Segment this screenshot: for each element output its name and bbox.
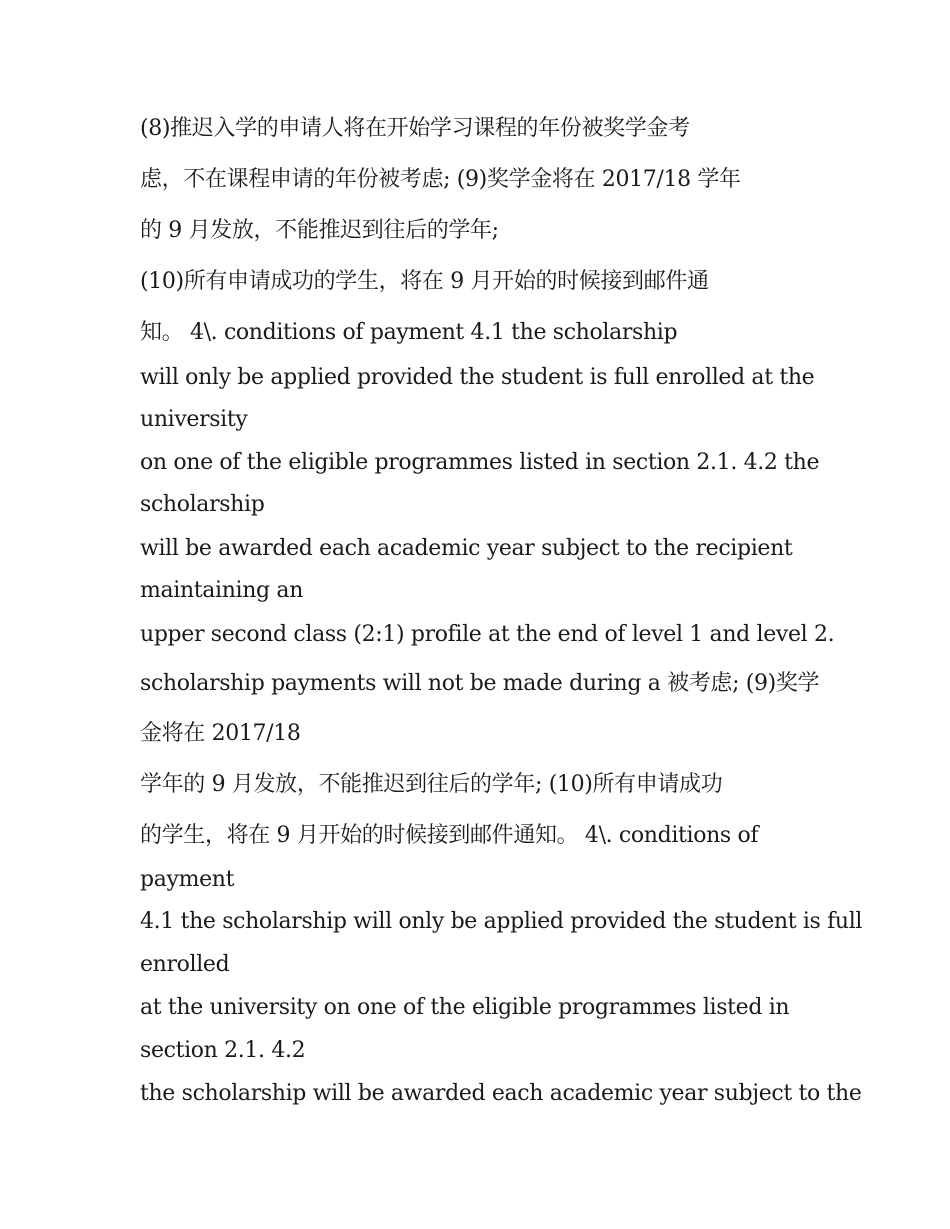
text-line: 金将在 2017/18 bbox=[140, 721, 301, 746]
text-line: 4.1 the scholarship will only be applied provided the student is full bbox=[140, 909, 863, 934]
text-line: university bbox=[140, 407, 248, 432]
text-line: 知。 4\. conditions of payment 4.1 the scholarship bbox=[140, 320, 678, 345]
text-line: on one of the eligible programmes listed in section 2.1. 4.2 the bbox=[140, 450, 820, 475]
text-line: scholarship payments will not be made during a 被考虑; (9)奖学 bbox=[140, 671, 820, 696]
text-line: 的学生，将在 9 月开始的时候接到邮件通知。 4\. conditions of bbox=[140, 823, 759, 848]
text-line: 虑，不在课程申请的年份被考虑; (9)奖学金将在 2017/18 学年 bbox=[140, 167, 741, 192]
text-line: scholarship bbox=[140, 492, 265, 517]
text-line: maintaining an bbox=[140, 578, 304, 603]
text-line: enrolled bbox=[140, 952, 230, 977]
text-line: 的 9 月发放，不能推迟到往后的学年; bbox=[140, 218, 499, 243]
text-line: (8)推迟入学的申请人将在开始学习课程的年份被奖学金考 bbox=[140, 116, 690, 141]
text-line: will be awarded each academic year subject to the recipient bbox=[140, 536, 793, 561]
text-line: upper second class (2:1) profile at the end of level 1 and level 2. bbox=[140, 622, 835, 647]
text-line: 学年的 9 月发放，不能推迟到往后的学年; (10)所有申请成功 bbox=[140, 772, 723, 797]
text-line: at the university on one of the eligible programmes listed in bbox=[140, 995, 790, 1020]
text-line: will only be applied provided the student is full enrolled at the bbox=[140, 365, 815, 390]
text-line: (10)所有申请成功的学生，将在 9 月开始的时候接到邮件通 bbox=[140, 269, 709, 294]
text-line: the scholarship will be awarded each academic year subject to the bbox=[140, 1081, 862, 1106]
text-line: section 2.1. 4.2 bbox=[140, 1038, 306, 1063]
text-line: payment bbox=[140, 867, 235, 892]
